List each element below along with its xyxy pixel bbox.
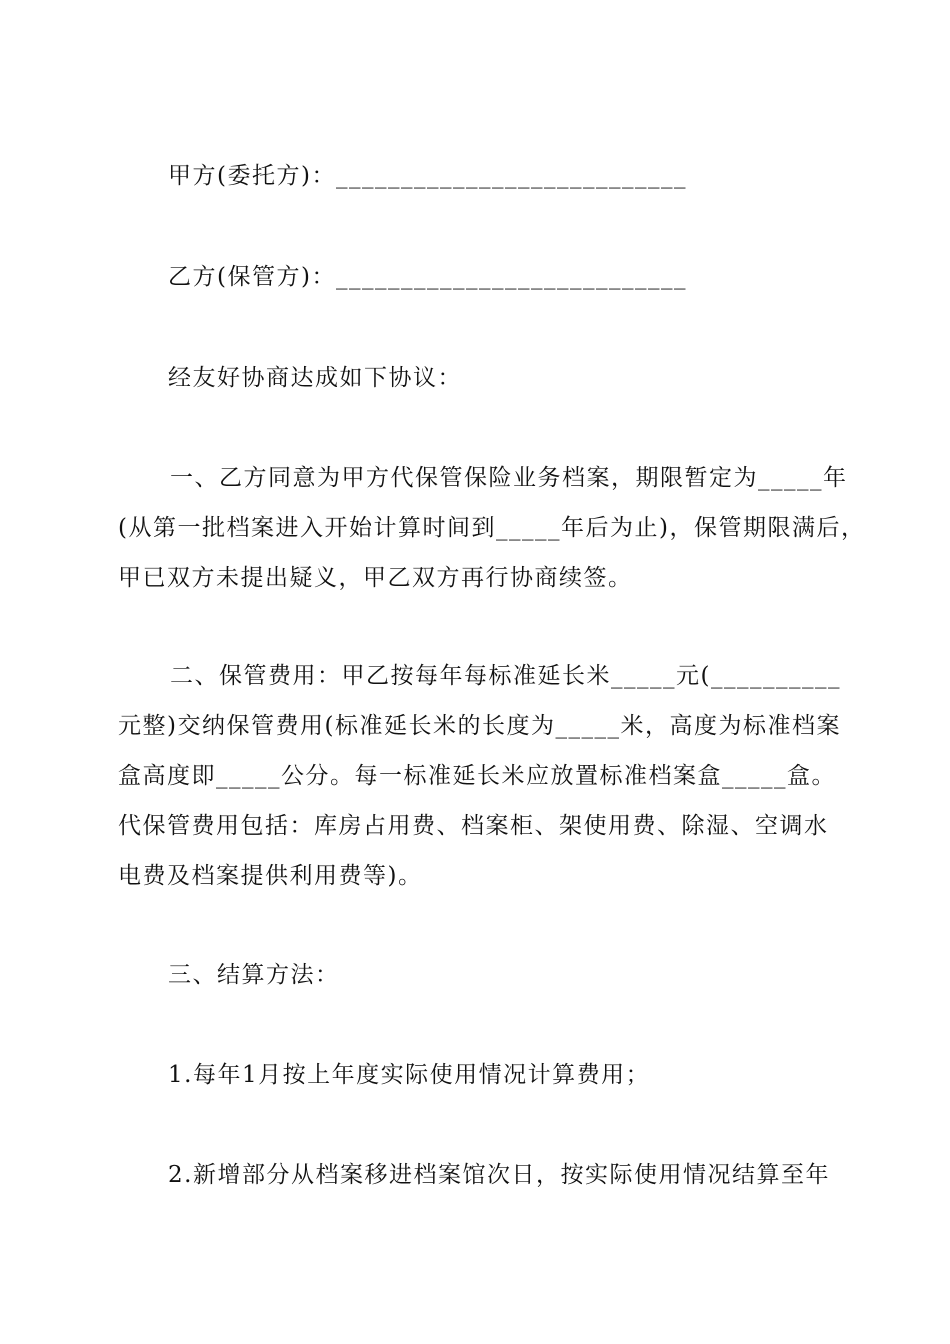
clause2-line-4: 代保管费用包括：库房占用费、档案柜、架使用费、除湿、空调水 bbox=[118, 813, 829, 839]
clause3-title: 三、结算方法： bbox=[168, 962, 340, 988]
clause1-line-3: 甲已双方未提出疑义，甲乙双方再行协商续签。 bbox=[118, 565, 633, 591]
party-b-line: 乙方(保管方)：___________________________ bbox=[168, 264, 687, 290]
party-a-line: 甲方(委托方)：___________________________ bbox=[168, 163, 687, 189]
clause1-line-2: (从第一批档案进入开始计算时间到_____年后为止)，保管期限满后， bbox=[118, 515, 866, 541]
preamble-text: 经友好协商达成如下协议： bbox=[168, 365, 462, 391]
clause1-line-1: 一、乙方同意为甲方代保管保险业务档案，期限暂定为_____年 bbox=[170, 465, 848, 491]
clause2-line-3: 盒高度即_____公分。每一标准延长米应放置标准档案盒_____盒。 bbox=[118, 763, 836, 789]
clause3-item-1: 1.每年1月按上年度实际使用情况计算费用； bbox=[168, 1062, 651, 1088]
clause3-item-2: 2.新增部分从档案移进档案馆次日，按实际使用情况结算至年 bbox=[168, 1162, 830, 1188]
clause2-line-2: 元整)交纳保管费用(标准延长米的长度为_____米，高度为标准档案 bbox=[118, 713, 841, 739]
clause2-line-5: 电费及档案提供利用费等)。 bbox=[118, 863, 423, 889]
clause2-line-1: 二、保管费用：甲乙按每年每标准延长米_____元(__________ bbox=[170, 663, 841, 689]
